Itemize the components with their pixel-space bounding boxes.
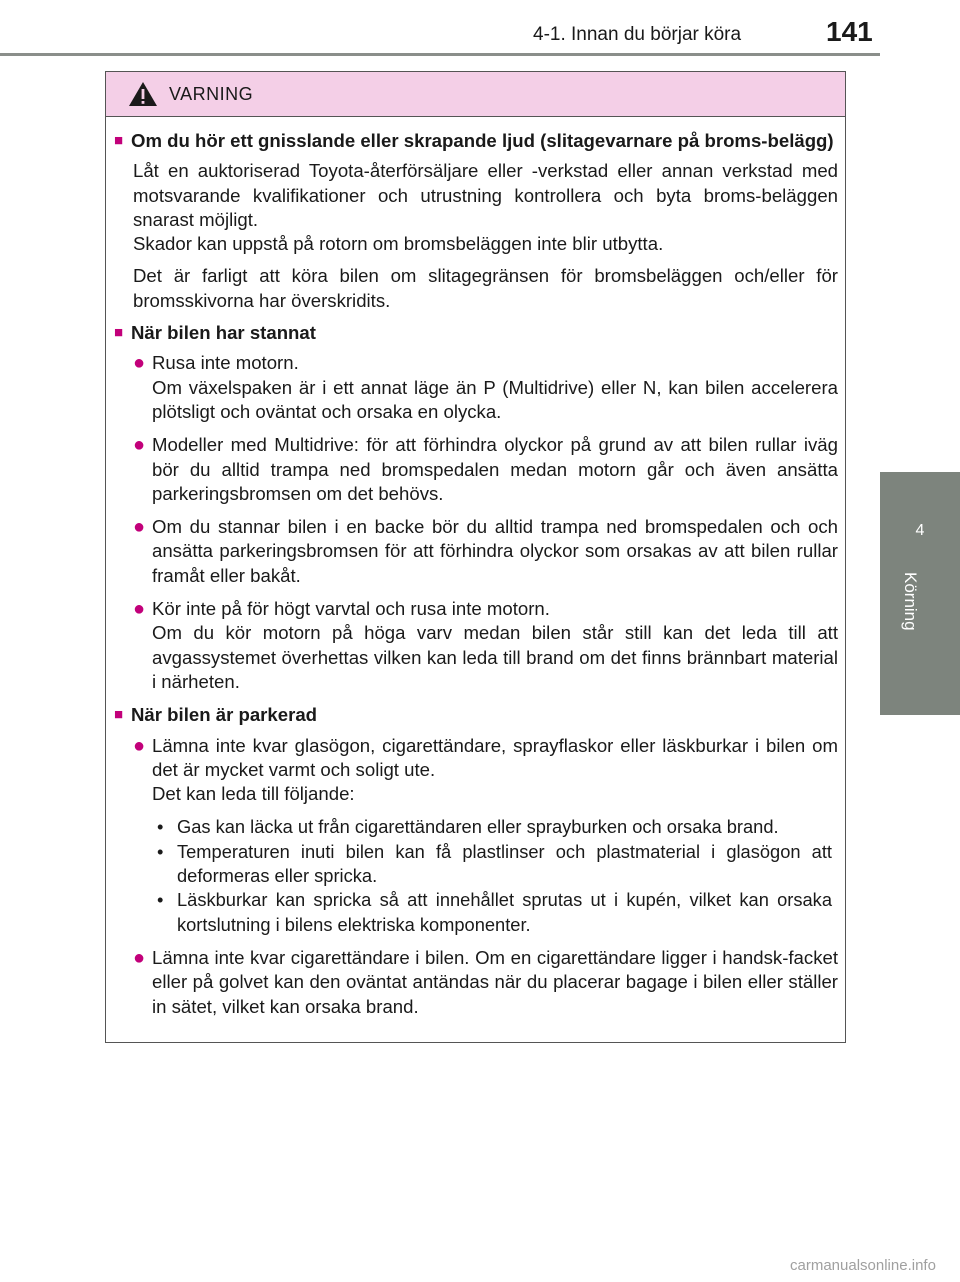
- section-title: 4-1. Innan du börjar köra: [533, 24, 742, 45]
- page-number: 141: [826, 16, 873, 47]
- round-bullet-icon: ●: [133, 598, 146, 621]
- round-bullet-icon: ●: [133, 516, 146, 539]
- round-bullet-icon: ●: [133, 352, 146, 375]
- square-bullet-icon: ■: [114, 132, 124, 149]
- round-bullet-icon: ●: [133, 946, 146, 969]
- sub-bullet-icon: •: [157, 889, 164, 911]
- sub-list-item: • Läskburkar kan spricka så att innehållet sprutas ut i kupén, vilket kan orsaka kortslutning i bilens elektriska komponenter.: [155, 888, 838, 937]
- round-bullet-icon: ●: [133, 734, 146, 757]
- paragraph: Låt en auktoriserad Toyota-återförsäljare eller -verkstad eller annan verkstad med motsvarande kvalifikationer och utrustning kontrollera och byta broms-beläggen snarast möjligt. Skador kan uppstå på rotorn om bromsbeläggen inte blir utbytta.: [133, 160, 838, 255]
- list-item: ● Rusa inte motorn. Om växelspaken är i ett annat läge än P (Multidrive) eller N, kan bilen accelerera plötsligt och oväntat och orsaka en olycka.: [133, 351, 838, 424]
- section-heading-text: När bilen har stannat: [131, 322, 316, 344]
- list-item: ● Lämna inte kvar glasögon, cigarettändare, sprayflaskor eller läskburkar i bilen om det är mycket varmt och soligt ute. Det kan leda till följande:: [133, 734, 838, 807]
- list-item: ● Lämna inte kvar cigarettändare i bilen. Om en cigarettändare ligger i handsk-facket eller på golvet kan den oväntat antändas när du placerar bagage i bilen eller ställer in sätet, vilket kan orsaka brand.: [133, 946, 838, 1019]
- watermark-text: carmanualsonline.info: [790, 1257, 936, 1274]
- warning-header: [106, 72, 845, 117]
- sub-list-item: • Temperaturen inuti bilen kan få plastlinser och plastmaterial i glasögon att deformeras eller spricka.: [155, 840, 838, 889]
- list-item: ● Om du stannar bilen i en backe bör du alltid trampa ned bromspedalen och och ansätta parkeringsbromsen för att förhindra olyckor som orsakas av att bilen rullar framåt eller bakåt.: [133, 515, 838, 588]
- square-bullet-icon: ■: [114, 324, 124, 342]
- header-divider: [0, 53, 880, 56]
- section-heading: [114, 703, 838, 727]
- warning-content: [106, 117, 845, 1019]
- sub-bullet-icon: •: [157, 816, 164, 838]
- warning-triangle-icon: [128, 81, 158, 107]
- warning-box: [105, 71, 846, 1043]
- chapter-label: Körning: [901, 572, 920, 631]
- sub-list-item: • Gas kan läcka ut från cigarettändaren eller sprayburken och orsaka brand.: [155, 815, 838, 839]
- paragraph: Det är farligt att köra bilen om slitagegränsen för bromsbeläggen och/eller för bromsskivorna har överskridits.: [133, 265, 838, 311]
- page-header: [0, 0, 960, 56]
- section-heading-text: Om du hör ett gnisslande eller skrapande ljud (slitagevarnare på broms-belägg): [131, 130, 834, 151]
- chapter-tab[interactable]: [880, 472, 960, 715]
- list-item: ● Modeller med Multidrive: för att förhindra olyckor på grund av att bilen rullar iväg bör du alltid trampa ned bromspedalen medan motorn går och även ansätta parkeringsbromsen om det behövs.: [133, 433, 838, 506]
- section-heading: [114, 321, 838, 345]
- section-heading: [114, 129, 838, 153]
- square-bullet-icon: ■: [114, 706, 124, 724]
- section-heading-text: När bilen är parkerad: [131, 704, 318, 726]
- round-bullet-icon: ●: [133, 434, 146, 457]
- list-item: ● Kör inte på för högt varvtal och rusa inte motorn. Om du kör motorn på höga varv medan bilen står still kan det leda till att avgassystemet överhettas vilken kan leda till brand om det finns brännbart material i närheten.: [133, 597, 838, 694]
- sub-bullet-icon: •: [157, 840, 164, 862]
- warning-label: VARNING: [169, 84, 254, 104]
- chapter-number: 4: [915, 522, 925, 539]
